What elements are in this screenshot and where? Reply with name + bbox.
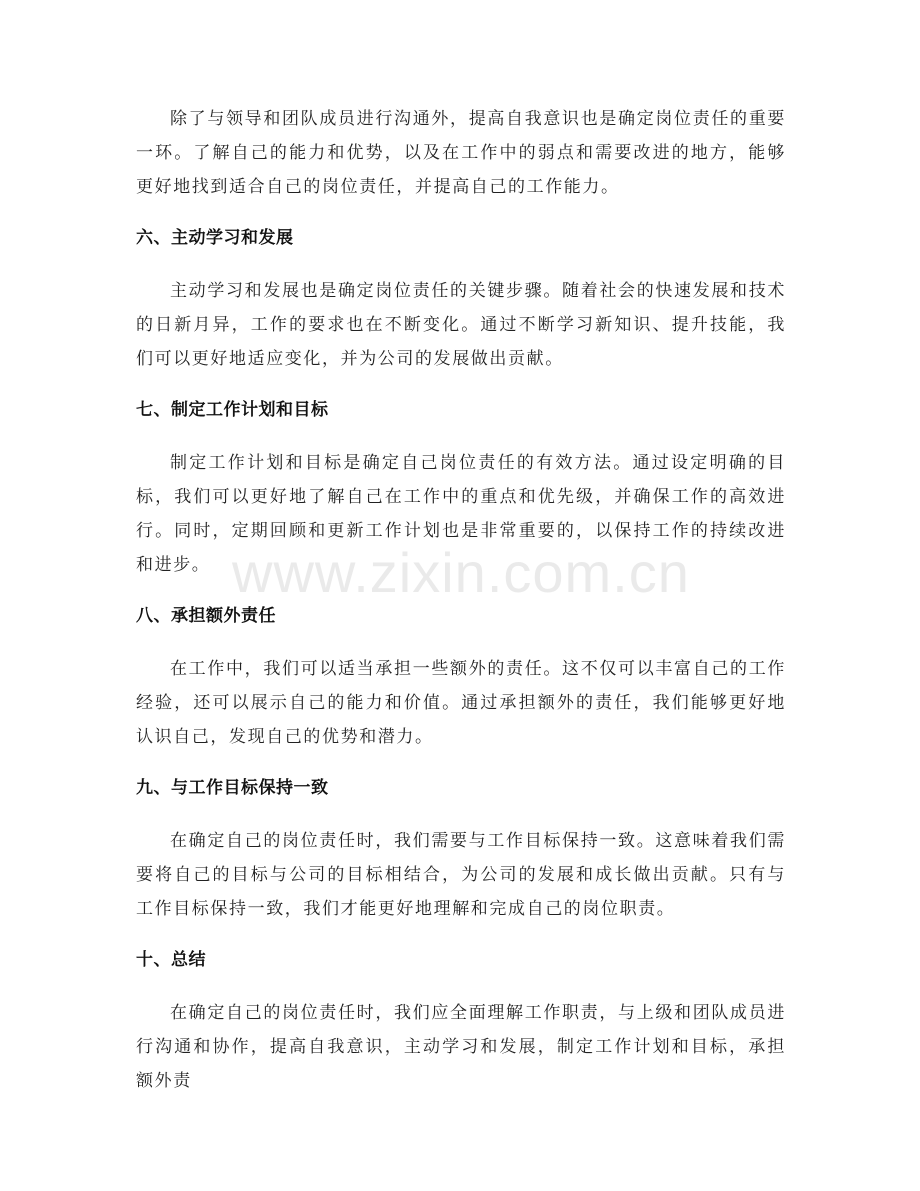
section-heading-9: 九、与工作目标保持一致 <box>136 778 329 798</box>
section-body-8: 在工作中，我们可以适当承担一些额外的责任。这不仅可以丰富自己的工作经验，还可以展示自己的能力和价值。通过承担额外的责任，我们能够更好地认识自己，发现自己的优势和潜力。 <box>136 659 786 747</box>
section-heading-10: 十、总结 <box>136 950 206 970</box>
document-body <box>136 102 786 1098</box>
section-heading-8: 八、承担额外责任 <box>136 606 276 626</box>
intro-paragraph: 除了与领导和团队成员进行沟通外，提高自我意识也是确定岗位责任的重要一环。了解自己的能力和优势，以及在工作中的弱点和需要改进的地方，能够更好地找到适合自己的岗位责任，并提高自己的工作能力。 <box>136 109 786 197</box>
section-body-10: 在确定自己的岗位责任时，我们应全面理解工作职责，与上级和团队成员进行沟通和协作，提高自我意识，主动学习和发展，制定工作计划和目标，承担额外责 <box>136 1003 786 1091</box>
section-body-9: 在确定自己的岗位责任时，我们需要与工作目标保持一致。这意味着我们需要将自己的目标与公司的目标相结合，为公司的发展和成长做出贡献。只有与工作目标保持一致，我们才能更好地理解和完成自己的岗位职责。 <box>136 831 786 919</box>
watermark-text: www.zixin.com.cn <box>232 541 690 604</box>
section-body-7: 制定工作计划和目标是确定自己岗位责任的有效方法。通过设定明确的目标，我们可以更好地了解自己在工作中的重点和优先级，并确保工作的高效进行。同时，定期回顾和更新工作计划也是非常重要的，以保持工作的持续改进和进步。 <box>136 453 786 575</box>
section-heading-6: 六、主动学习和发展 <box>136 228 294 248</box>
section-body-6: 主动学习和发展也是确定岗位责任的关键步骤。随着社会的快速发展和技术的日新月异，工作的要求也在不断变化。通过不断学习新知识、提升技能，我们可以更好地适应变化，并为公司的发展做出贡献。 <box>136 281 786 369</box>
section-heading-7: 七、制定工作计划和目标 <box>136 400 329 420</box>
